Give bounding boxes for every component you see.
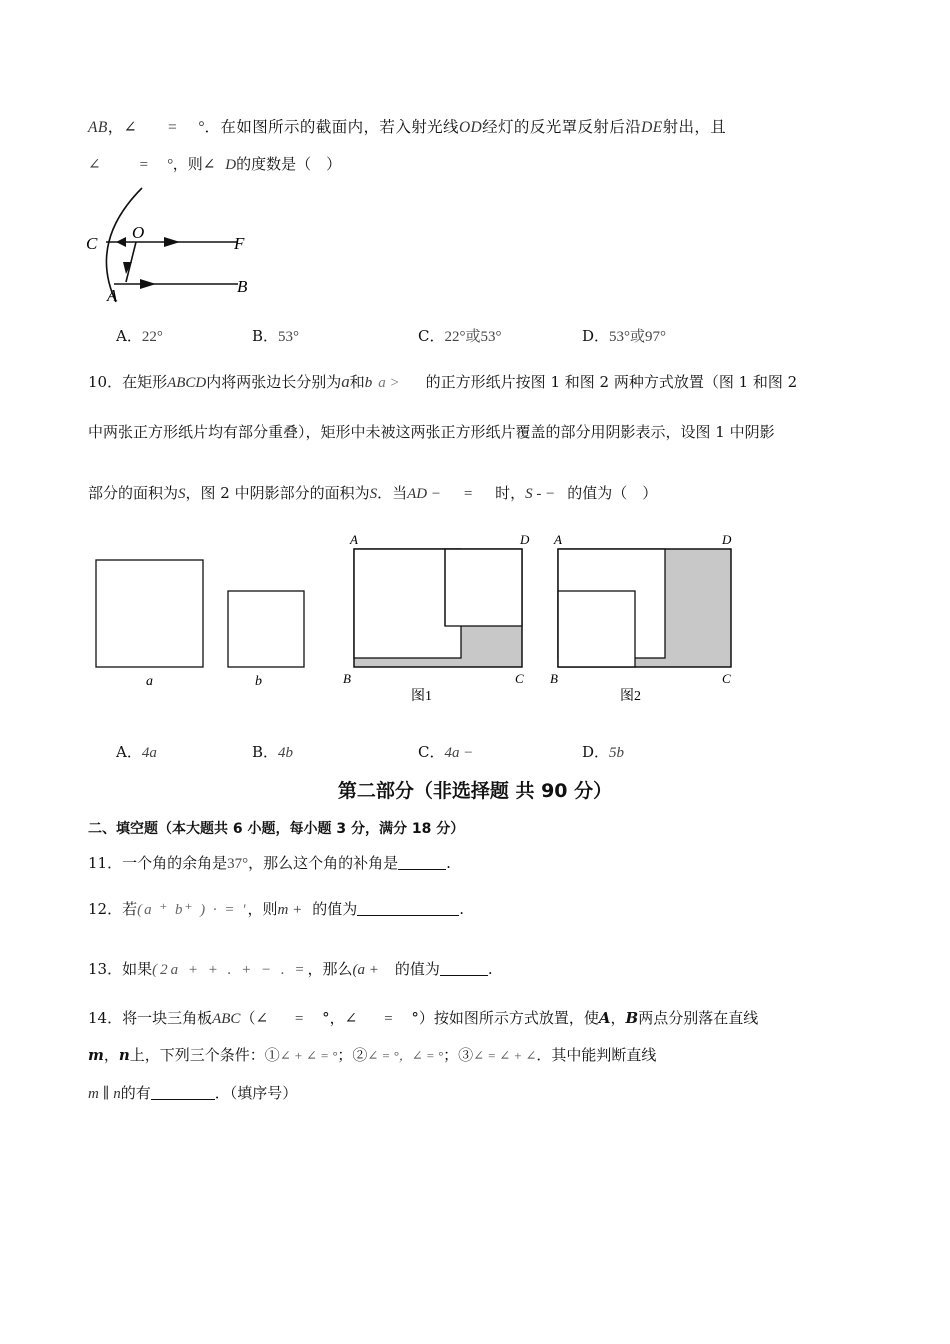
q14-line2: m，n上，下列三个条件：①∠ + ∠ = °；②∠ = °，∠ = °；③∠ = ∠ + ∠．其中能判断直线 — [88, 1046, 657, 1064]
label-c: C — [86, 234, 98, 253]
q10-line2: 中两张正方形纸片均有部分重叠），矩形中未被这两张正方形纸片覆盖的部分用阴影表示，设图 1 中阴影 — [88, 423, 775, 441]
q9-option-c[interactable]: C．22°或53° — [418, 327, 502, 345]
caption-fig2: 图2 — [620, 689, 641, 704]
caption-fig1: 图1 — [411, 689, 432, 704]
svg-text:C: C — [722, 671, 731, 686]
q11-answer-blank[interactable] — [398, 853, 446, 870]
arrow-ab — [140, 279, 156, 289]
label-o: O — [132, 223, 145, 242]
q9-line1: AB，∠ = °．在如图所示的截面内，若入射光线OD经灯的反光罩反射后沿DE射出，且 — [88, 118, 727, 136]
section-heading: 二、填空题（本大题共 6 小题，每小题 3 分，满分 18 分） — [88, 821, 465, 837]
q9-ab: AB — [88, 119, 108, 136]
q9-option-d[interactable]: D．53°或97° — [582, 327, 667, 345]
q10-option-a[interactable]: A．4a — [116, 743, 157, 761]
square-b — [228, 591, 304, 667]
label-b: B — [237, 277, 248, 296]
q10-option-c[interactable]: C．4a − — [418, 743, 474, 761]
part2-title: 第二部分（非选择题 共 90 分） — [337, 780, 613, 802]
q13-answer-blank[interactable] — [440, 959, 488, 976]
arrow-oa — [123, 262, 132, 274]
q9-reflector-figure — [80, 180, 280, 310]
q12: 12．若(a ⁺ b⁺ ) · = '，则m + 的值为 . — [88, 900, 465, 918]
svg-text:D: D — [722, 532, 732, 547]
q10-option-b[interactable]: B．4b — [252, 743, 294, 761]
label-square-a: a — [146, 674, 153, 689]
q14-line3: m ∥ n的有 ．（填序号） — [88, 1084, 298, 1102]
svg-text:C: C — [515, 671, 524, 686]
svg-text:A: A — [554, 532, 562, 547]
q10-option-d[interactable]: D．5b — [582, 743, 625, 761]
svg-text:A: A — [350, 532, 358, 547]
svg-text:D: D — [520, 532, 530, 547]
arrow-cf — [164, 237, 180, 247]
q10-line3: 部分的面积为S，图 2 中阴影部分的面积为S．当AD − = 时，S - − 的值为（ ） — [88, 484, 658, 502]
q10-figures — [0, 525, 950, 715]
label-a: A — [107, 286, 118, 305]
svg-text:B: B — [550, 671, 558, 686]
q14-answer-blank[interactable] — [151, 1083, 215, 1100]
figure-2 — [550, 532, 732, 704]
q14-line1: 14．将一块三角板ABC（∠ = °，∠ = °）按如图所示方式放置，使A，B两点分别落在直线 — [88, 1009, 759, 1027]
q9-option-a[interactable]: A．22° — [116, 327, 163, 345]
q11: 11．一个角的余角是37°，那么这个角的补角是 . — [88, 854, 451, 872]
figure-1 — [343, 532, 530, 704]
q9-option-b[interactable]: B．53° — [252, 327, 300, 345]
label-square-b: b — [255, 674, 262, 689]
q13: 13．如果(2a + + . + − . =，那么(a + 的值为 . — [88, 960, 493, 978]
q10-line1: 10．在矩形ABCD内将两张边长分别为a和b a > 的正方形纸片按图 1 和图 2 两种方式放置（图 1 和图 2 — [88, 372, 798, 391]
square-a — [96, 560, 203, 667]
q12-answer-blank[interactable] — [357, 899, 459, 916]
label-f: F — [234, 234, 245, 253]
svg-text:B: B — [343, 671, 351, 686]
arrow-oc — [116, 237, 126, 247]
q9-line2: ∠ = °，则∠ D的度数是（ ） — [88, 155, 342, 173]
